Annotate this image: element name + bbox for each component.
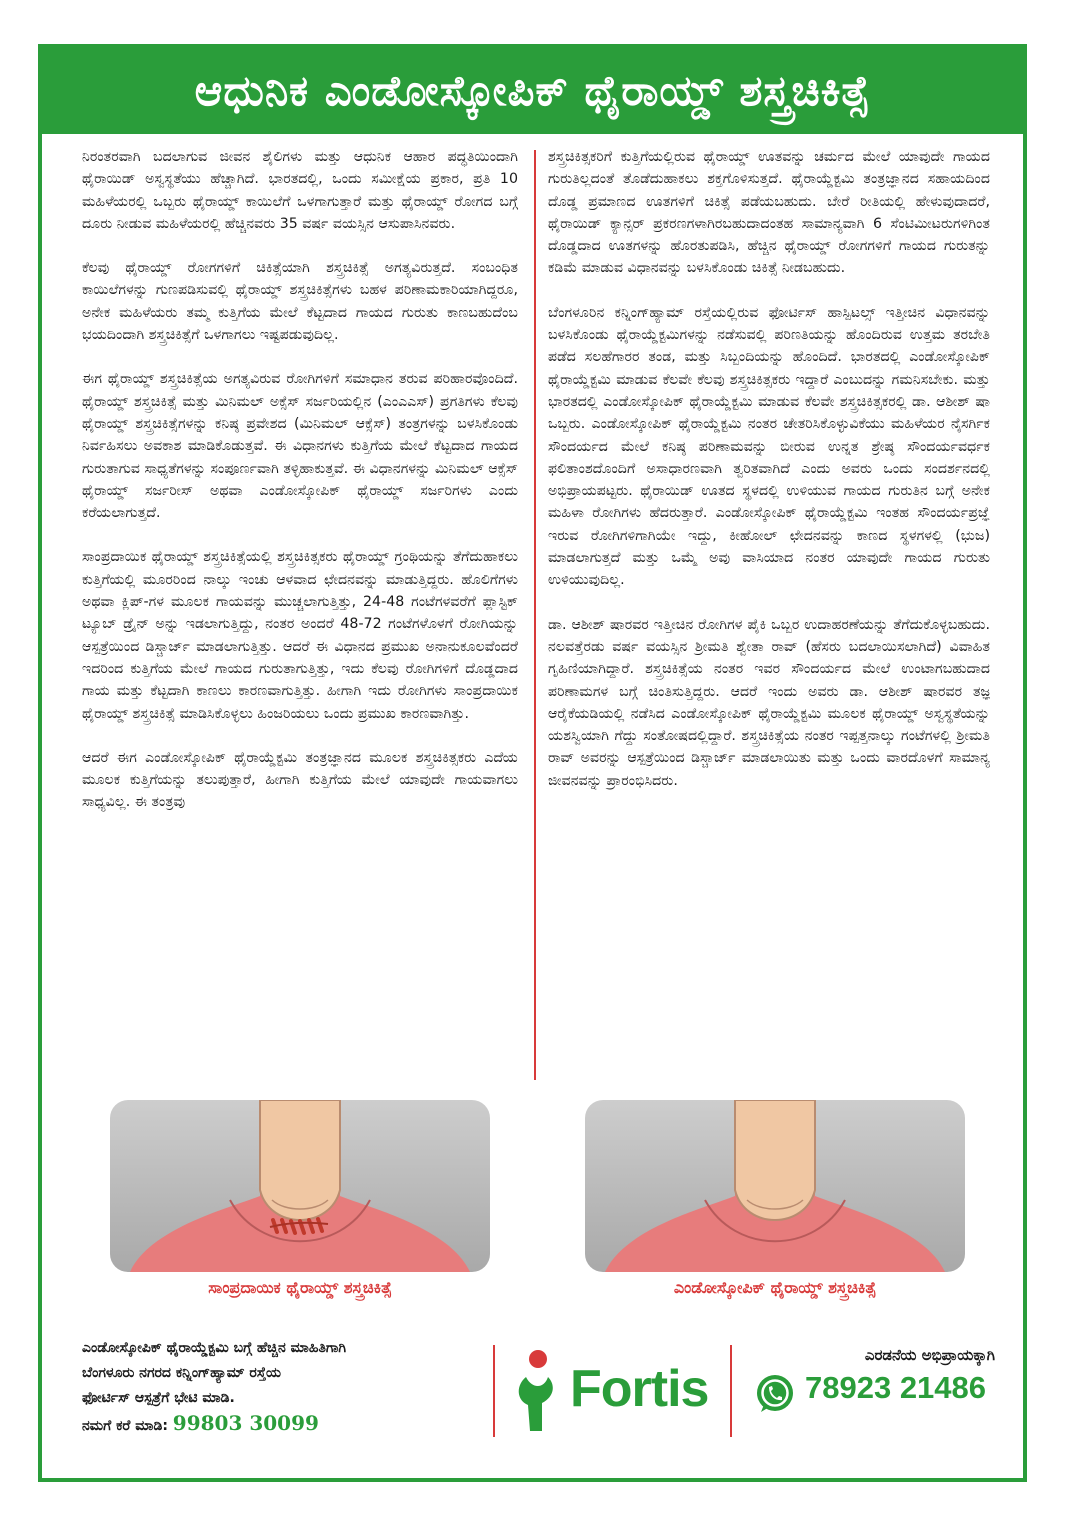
left-column [82,146,518,836]
title-banner [42,48,1023,134]
paragraph: ಆದರೆ ಈಗ ಎಂಡೋಸ್ಕೋಪಿಕ್ ಥೈರಾಯ್ಡೆಕ್ಟಮಿ ತಂತ್ರಜ್ಞಾನದ ಮೂಲಕ ಶಸ್ತ್ರಚಿಕಿತ್ಸಕರು ಎದೆಯ ಮೂಲಕ ಕುತ್ತಿಗೆಯನ್ನು ತಲುಪುತ್ತಾರೆ, ಹೀಗಾಗಿ ಕುತ್ತಿಗೆಯ ಮೇಲೆ ಯಾವುದೇ ಗಾಯವಾಗಲು ಸಾಧ್ಯವಿಲ್ಲ. ಈ ತಂತ್ರವು [82,749,518,811]
paragraph: ಶಸ್ತ್ರಚಿಕಿತ್ಸಕರಿಗೆ ಕುತ್ತಿಗೆಯಲ್ಲಿರುವ ಥೈರಾಯ್ಡ್ ಊತವನ್ನು ಚರ್ಮದ ಮೇಲೆ ಯಾವುದೇ ಗಾಯದ ಗುರುತಿಲ್ಲದಂತೆ ತೊಡೆದುಹಾಕಲು ಶಕ್ತಗೊಳಿಸುತ್ತದೆ. ಥೈರಾಯ್ಡೆಕ್ಟಮಿ ತಂತ್ರಜ್ಞಾನದ ಸಹಾಯದಿಂದ ದೊಡ್ಡ ಪ್ರಮಾಣದ ಊತಗಳಿಗೆ ಚಿಕಿತ್ಸೆ ಪಡೆಯಬಹುದು. ಬೇರೆ ರೀತಿಯಲ್ಲಿ ಹೇಳುವುದಾದರೆ, ಥೈರಾಯಿಡ್ ಕ್ಯಾನ್ಸರ್ ಪ್ರಕರಣಗಳಾಗಿರಬಹುದಾದಂತಹ ಸಾಮಾನ್ಯವಾಗಿ 6 ಸೆಂಟಿಮೀಟರುಗಳಿಗಿಂತ ದೊಡ್ಡದಾದ ಊತಗಳನ್ನು ಹೊರತುಪಡಿಸಿ, ಹೆಚ್ಚಿನ ಥೈರಾಯ್ಡ್ ರೋಗಗಳಿಗೆ ಗಾಯದ ಗುರುತನ್ನು ಕಡಿಮೆ ಮಾಡುವ ವಿಧಾನವನ್ನು ಬಳಸಿಕೊಂಡು ಚಿಕಿತ್ಸೆ ನೀಡಬಹುದು. [548,149,990,277]
caption-traditional: ಸಾಂಪ್ರದಾಯಿಕ ಥೈರಾಯ್ಡ್ ಶಸ್ತ್ರಚಿಕಿತ್ಸೆ [208,1278,392,1297]
endoscopic-surgery-illustration [585,1100,965,1272]
whatsapp-icon [753,1372,797,1416]
paragraph: ಕೆಲವು ಥೈರಾಯ್ಡ್ ರೋಗಗಳಿಗೆ ಚಿಕಿತ್ಸೆಯಾಗಿ ಶಸ್ತ್ರಚಿಕಿತ್ಸೆ ಅಗತ್ಯವಿರುತ್ತದೆ. ಸಂಬಂಧಿತ ಕಾಯಿಲೆಗಳನ್ನು ಗುಣಪಡಿಸುವಲ್ಲಿ ಥೈರಾಯ್ಡ್ ಶಸ್ತ್ರಚಿಕಿತ್ಸೆಗಳು ಬಹಳ ಪರಿಣಾಮಕಾರಿಯಾಗಿದ್ದರೂ, ಅನೇಕ ಮಹಿಳೆಯರು ತಮ್ಮ ಕುತ್ತಿಗೆಯ ಮೇಲೆ ಕೆಟ್ಟದಾದ ಗಾಯದ ಗುರುತು ಕಾಣಬಹುದೆಂಬ ಭಯದಿಂದಾಗಿ ಶಸ್ತ್ರಚಿಕಿತ್ಸೆಗೆ ಒಳಗಾಗಲು ಇಷ್ಟಪಡುವುದಿಲ್ಲ. [82,260,518,344]
fortis-logo-icon [508,1345,570,1437]
right-column [548,146,990,814]
traditional-surgery-illustration [110,1100,490,1272]
contact-line: ಬೆಂಗಳೂರು ನಗರದ ಕನ್ನಿಂಗ್‌ಹ್ಯಾಮ್ ರಸ್ತೆಯ [82,1365,282,1381]
page-title: ಆಧುನಿಕ ಎಂಡೋಸ್ಕೋಪಿಕ್ ಥೈರಾಯ್ಡ್ ಶಸ್ತ್ರಚಿಕಿತ್ಸೆ [194,66,871,115]
paragraph: ಸಾಂಪ್ರದಾಯಿಕ ಥೈರಾಯ್ಡ್ ಶಸ್ತ್ರಚಿಕಿತ್ಸೆಯಲ್ಲಿ ಶಸ್ತ್ರಚಿಕಿತ್ಸಕರು ಥೈರಾಯ್ಡ್ ಗ್ರಂಥಿಯನ್ನು ತೆಗೆದುಹಾಕಲು ಕುತ್ತಿಗೆಯಲ್ಲಿ ಮೂರರಿಂದ ನಾಲ್ಕು ಇಂಚು ಆಳವಾದ ಛೇದನವನ್ನು ಮಾಡುತ್ತಿದ್ದರು. ಹೊಲಿಗೆಗಳು ಅಥವಾ ಕ್ಲಿಪ್-ಗಳ ಮೂಲಕ ಗಾಯವನ್ನು ಮುಚ್ಚಲಾಗುತ್ತಿತ್ತು, 24-48 ಗಂಟೆಗಳವರೆಗೆ ಪ್ಲಾಸ್ಟಿಕ್ ಟ್ಯೂಬ್ ಡ್ರೈನ್ ಅನ್ನು ಇಡಲಾಗುತ್ತಿದ್ದು, ನಂತರ ಅಂದರೆ 48-72 ಗಂಟೆಗಳೊಳಗೆ ರೋಗಿಯನ್ನು ಆಸ್ಪತ್ರೆಯಿಂದ ಡಿಸ್ಚಾರ್ಜ್ ಮಾಡಲಾಗುತ್ತಿತ್ತು. ಆದರೆ ಈ ವಿಧಾನದ ಪ್ರಮುಖ ಅನಾನುಕೂಲವೆಂದರೆ ಇದರಿಂದ ಕುತ್ತಿಗೆಯ ಮೇಲೆ ಗಾಯದ ಗುರುತಾಗುತ್ತಿತ್ತು, ಇದು ಕೆಲವು ರೋಗಿಗಳಿಗೆ ದೊಡ್ಡದಾದ ಗಾಯ ಮತ್ತು ಕೆಟ್ಟದಾಗಿ ಕಾಣಲು ಕಾರಣವಾಗುತ್ತಿತ್ತು. ಹೀಗಾಗಿ ಇದು ರೋಗಿಗಳು ಸಾಂಪ್ರದಾಯಿಕ ಥೈರಾಯ್ಡ್ ಶಸ್ತ್ರಚಿಕಿತ್ಸೆ ಮಾಡಿಸಿಕೊಳ್ಳಲು ಹಿಂಜರಿಯಲು ಒಂದು ಪ್ರಮುಖ ಕಾರಣವಾಗಿತ್ತು. [82,549,518,722]
call-label: ನಮಗೆ ಕರೆ ಮಾಡಿ: [82,1418,168,1434]
contact-line: ಫೋರ್ಟಿಸ್ ಆಸ್ಪತ್ರೆಗೆ ಭೇಟಿ ಮಾಡಿ. [82,1390,235,1406]
paragraph: ಈಗ ಥೈರಾಯ್ಡ್ ಶಸ್ತ್ರಚಿಕಿತ್ಸೆಯ ಅಗತ್ಯವಿರುವ ರೋಗಿಗಳಿಗೆ ಸಮಾಧಾನ ತರುವ ಪರಿಹಾರವೊಂದಿದೆ. ಥೈರಾಯ್ಡ್ ಶಸ್ತ್ರಚಿಕಿತ್ಸೆ ಮತ್ತು ಮಿನಿಮಲ್ ಅಕ್ಸೆಸ್ ಸರ್ಜರಿಯಲ್ಲಿನ (ಎಂಎಎಸ್) ಪ್ರಗತಿಗಳು ಕೆಲವು ಥೈರಾಯ್ಡ್ ಶಸ್ತ್ರಚಿಕಿತ್ಸೆಗಳನ್ನು ಕನಿಷ್ಠ ಪ್ರವೇಶದ (ಮಿನಿಮಲ್ ಆಕ್ಸೆಸ್) ತಂತ್ರಗಳನ್ನು ಬಳಸಿಕೊಂಡು ನಿರ್ವಹಿಸಲು ಅವಕಾಶ ಮಾಡಿಕೊಡುತ್ತವೆ. ಈ ವಿಧಾನಗಳು ಕುತ್ತಿಗೆಯ ಮೇಲೆ ಕೆಟ್ಟದಾದ ಗಾಯದ ಗುರುತಾಗುವ ಸಾಧ್ಯತೆಗಳನ್ನು ಸಂಪೂರ್ಣವಾಗಿ ತಳ್ಳಿಹಾಕುತ್ತವೆ. ಈ ವಿಧಾನಗಳನ್ನು ಮಿನಿಮಲ್ ಆಕ್ಸೆಸ್ ಥೈರಾಯ್ಡ್ ಸರ್ಜರೀಸ್ ಅಥವಾ ಎಂಡೋಸ್ಕೋಪಿಕ್ ಥೈರಾಯ್ಡ್ ಸರ್ಜರಿಗಳು ಎಂದು ಕರೆಯಲಾಗುತ್ತದೆ. [82,371,518,522]
contact-info [82,1336,462,1439]
fortis-logo [508,1345,718,1437]
caption-endoscopic: ಎಂಡೋಸ್ಕೋಪಿಕ್ ಥೈರಾಯ್ಡ್ ಶಸ್ತ್ರಚಿಕಿತ್ಸೆ [673,1278,877,1297]
phone-number[interactable]: 99803 30099 [172,1411,319,1435]
footer-divider [730,1345,732,1437]
footer-divider [493,1345,495,1437]
call-line [82,1411,462,1439]
whatsapp-number[interactable]: 78923 21486 [805,1370,987,1405]
contact-line: ಎಂಡೋಸ್ಕೋಪಿಕ್ ಥೈರಾಯ್ಡೆಕ್ಟಮಿ ಬಗ್ಗೆ ಹೆಚ್ಚಿನ ಮಾಹಿತಿಗಾಗಿ [82,1340,347,1356]
column-divider [534,150,536,1080]
paragraph: ಡಾ. ಆಶೀಶ್ ಷಾರವರ ಇತ್ತೀಚಿನ ರೋಗಿಗಳ ಪೈಕಿ ಒಬ್ಬರ ಉದಾಹರಣೆಯನ್ನು ತೆಗೆದುಕೊಳ್ಳಬಹುದು. ನಲವತ್ತೆರಡು ವರ್ಷ ವಯಸ್ಸಿನ ಶ್ರೀಮತಿ ಶ್ವೇತಾ ರಾವ್ (ಹೆಸರು ಬದಲಾಯಿಸಲಾಗಿದೆ) ವಿವಾಹಿತ ಗೃಹಿಣಿಯಾಗಿದ್ದಾರೆ. ಶಸ್ತ್ರಚಿಕಿತ್ಸೆಯ ನಂತರ ಇವರ ಸೌಂದರ್ಯದ ಮೇಲೆ ಉಂಟಾಗಬಹುದಾದ ಪರಿಣಾಮಗಳ ಬಗ್ಗೆ ಚಿಂತಿಸುತ್ತಿದ್ದರು. ಆದರೆ ಇಂದು ಅವರು ಡಾ. ಆಶೀಶ್ ಷಾರವರ ತಜ್ಞ ಆರೈಕೆಯಡಿಯಲ್ಲಿ ನಡೆಸಿದ ಎಂಡೋಸ್ಕೋಪಿಕ್ ಥೈರಾಯ್ಡೆಕ್ಟಮಿ ಮೂಲಕ ಥೈರಾಯ್ಡ್ ಅಸ್ವಸ್ಥತೆಯನ್ನು ಯಶಸ್ವಿಯಾಗಿ ಗೆದ್ದು ಸಂತೋಷದಲ್ಲಿದ್ದಾರೆ. ಶಸ್ತ್ರಚಿಕಿತ್ಸೆಯ ನಂತರ ಇಪ್ಪತ್ತನಾಲ್ಕು ಗಂಟೆಗಳಲ್ಲಿ ಶ್ರೀಮತಿ ರಾವ್ ಅವರನ್ನು ಆಸ್ಪತ್ರೆಯಿಂದ ಡಿಸ್ಚಾರ್ಜ್ ಮಾಡಲಾಯಿತು ಮತ್ತು ಒಂದು ವಾರದೊಳಗೆ ಸಾಮಾನ್ಯ ಜೀವನವನ್ನು ಪ್ರಾರಂಭಿಸಿದರು. [548,616,990,789]
second-opinion-label: ಎರಡನೆಯ ಅಭಿಪ್ರಾಯಕ್ಕಾಗಿ [864,1346,995,1364]
paragraph: ಬೆಂಗಳೂರಿನ ಕನ್ನಿಂಗ್‌ಹ್ಯಾಮ್ ರಸ್ತೆಯಲ್ಲಿರುವ ಫೋರ್ಟಿಸ್ ಹಾಸ್ಪಿಟಲ್ಸ್ ಇತ್ತೀಚಿನ ವಿಧಾನವನ್ನು ಬಳಸಿಕೊಂಡು ಥೈರಾಯ್ಡೆಕ್ಟಮಿಗಳನ್ನು ನಡೆಸುವಲ್ಲಿ ಪರಿಣತಿಯನ್ನು ಹೊಂದಿರುವ ಉತ್ತಮ ತರಬೇತಿ ಪಡೆದ ಸಲಹೆಗಾರರ ತಂಡ, ಮತ್ತು ಸಿಬ್ಬಂದಿಯನ್ನು ಹೊಂದಿದೆ. ಭಾರತದಲ್ಲಿ ಎಂಡೋಸ್ಕೋಪಿಕ್ ಥೈರಾಯ್ಡೆಕ್ಟಮಿ ಮಾಡುವ ಕೆಲವೇ ಕೆಲವು ಶಸ್ತ್ರಚಿಕಿತ್ಸಕರು ಇದ್ದಾರೆ ಎಂಬುದನ್ನು ಗಮನಿಸಬೇಕು. ಮತ್ತು ಭಾರತದಲ್ಲಿ ಎಂಡೋಸ್ಕೋಪಿಕ್ ಥೈರಾಯ್ಡೆಕ್ಟಮಿ ಮಾಡುವ ಕೆಲವೇ ಶಸ್ತ್ರಚಿಕಿತ್ಸಕರಲ್ಲಿ ಡಾ. ಆಶೀಶ್ ಷಾ ಒಬ್ಬರು. ಎಂಡೋಸ್ಕೋಪಿಕ್ ಥೈರಾಯ್ಡೆಕ್ಟಮಿ ನಂತರ ಚೇತರಿಸಿಕೊಳ್ಳುವಿಕೆಯು ಮಹಿಳೆಯರ ನೈಸರ್ಗಿಕ ಸೌಂದರ್ಯದ ಮೇಲೆ ಕನಿಷ್ಠ ಪರಿಣಾಮವನ್ನು ಬೀರುವ ಉನ್ನತ ಶ್ರೇಷ್ಠ ಸೌಂದರ್ಯವರ್ಧಕ ಫಲಿತಾಂಶದೊಂದಿಗೆ ಅಸಾಧಾರಣವಾಗಿ ತ್ವರಿತವಾಗಿದೆ ಎಂದು ಅವರು ಒಂದು ಸಂದರ್ಶನದಲ್ಲಿ ಅಭಿಪ್ರಾಯಪಟ್ಟರು. ಥೈರಾಯಿಡ್ ಊತದ ಸ್ಥಳದಲ್ಲಿ ಉಳಿಯುವ ಗಾಯದ ಗುರುತಿನ ಬಗ್ಗೆ ಅನೇಕ ಮಹಿಳಾ ರೋಗಿಗಳು ಹೆದರುತ್ತಾರೆ. ಎಂಡೋಸ್ಕೋಪಿಕ್ ಥೈರಾಯ್ಡೆಕ್ಟಮಿ ಇಂತಹ ಸೌಂದರ್ಯಪ್ರಜ್ಞೆ ಇರುವ ರೋಗಿಗಳಿಗಾಗಿಯೇ ಇದ್ದು, ಕೀಹೋಲ್ ಛೇದನವನ್ನು ಕಾಣದ ಸ್ಥಳಗಳಲ್ಲಿ (ಭುಜ) ಮಾಡಲಾಗುತ್ತದೆ ಮತ್ತು ಒಮ್ಮೆ ಅವು ವಾಸಿಯಾದ ನಂತರ ಯಾವುದೇ ಗಾಯದ ಗುರುತು ಉಳಿಯುವುದಿಲ್ಲ. [548,304,990,589]
fortis-wordmark: Fortis [570,1360,709,1418]
paragraph: ನಿರಂತರವಾಗಿ ಬದಲಾಗುವ ಜೀವನ ಶೈಲಿಗಳು ಮತ್ತು ಆಧುನಿಕ ಆಹಾರ ಪದ್ಧತಿಯಿಂದಾಗಿ ಥೈರಾಯಿಡ್ ಅಸ್ವಸ್ಥತೆಯು ಹೆಚ್ಚಾಗಿದೆ. ಭಾರತದಲ್ಲಿ, ಒಂದು ಸಮೀಕ್ಷೆಯ ಪ್ರಕಾರ, ಪ್ರತಿ 10 ಮಹಿಳೆಯರಲ್ಲಿ ಒಬ್ಬರು ಥೈರಾಯ್ಡ್ ಕಾಯಿಲೆಗೆ ಒಳಗಾಗುತ್ತಾರೆ ಮತ್ತು ಥೈರಾಯ್ಡ್ ರೋಗದ ಬಗ್ಗೆ ದೂರು ನೀಡುವ ಮಹಿಳೆಯರಲ್ಲಿ ಹೆಚ್ಚಿನವರು 35 ವರ್ಷ ವಯಸ್ಸಿನ ಆಸುಪಾಸಿನವರು. [82,149,518,232]
